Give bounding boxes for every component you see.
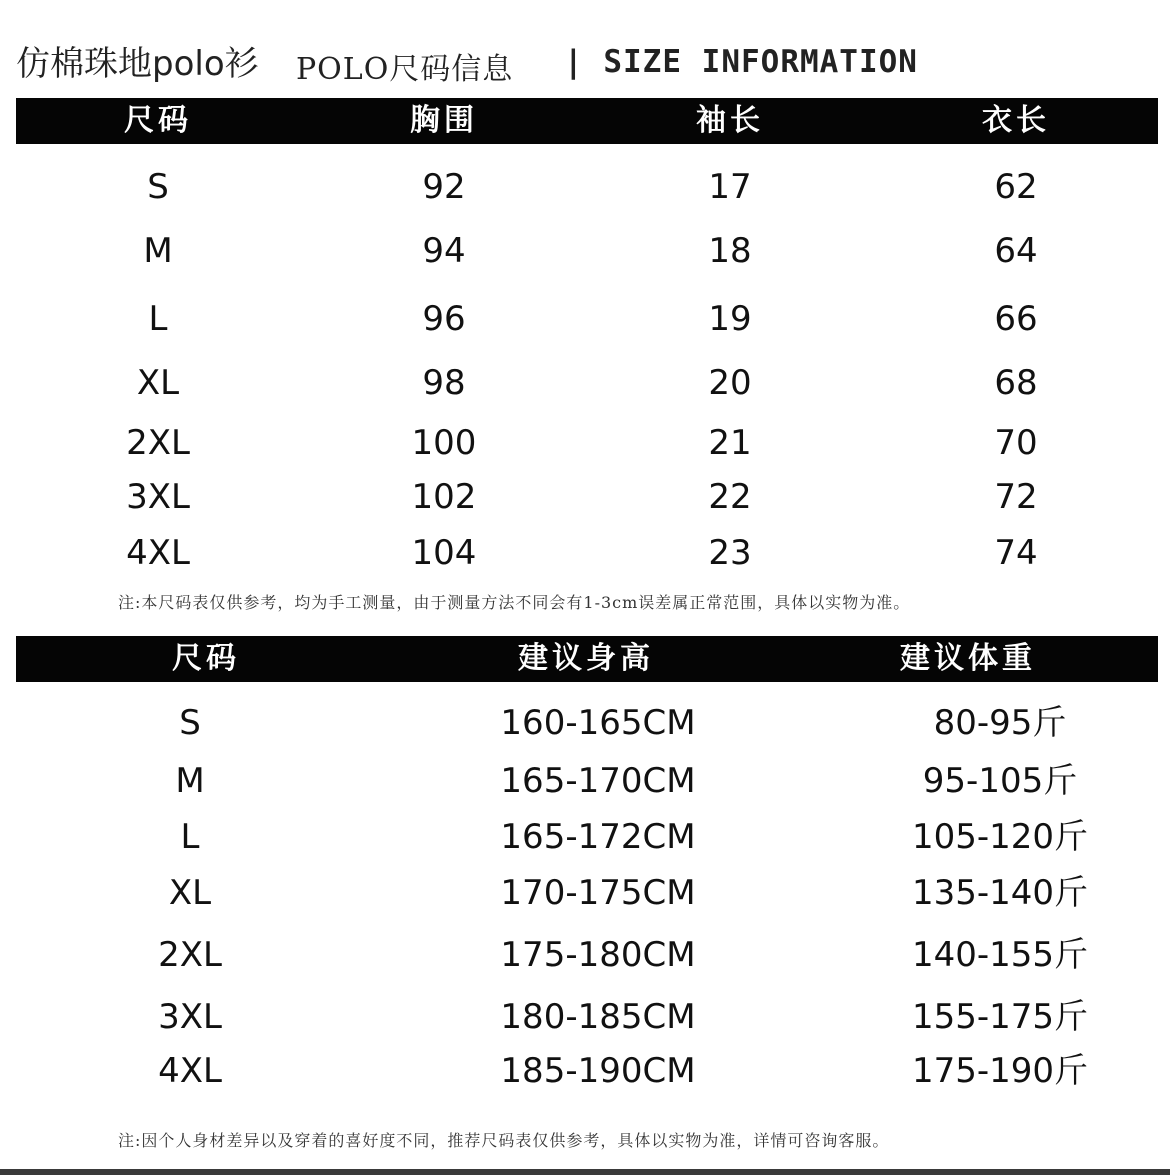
cell-length: 62	[994, 167, 1038, 207]
table-row	[16, 992, 1158, 1042]
cell-size: M	[143, 231, 173, 271]
cell-sleeve: 20	[708, 363, 752, 403]
table-row	[16, 756, 1158, 806]
table-row	[16, 294, 1158, 344]
product-name: 仿棉珠地polo衫	[16, 44, 259, 84]
cell-height: 180-185CM	[500, 997, 696, 1037]
cell-weight: 135-140斤	[911, 873, 1089, 913]
size-info-label-en	[564, 44, 918, 80]
cell-size: 4XL	[158, 1051, 222, 1091]
table-row	[16, 868, 1158, 918]
bottom-divider	[0, 1169, 1170, 1175]
cell-chest: 102	[411, 477, 477, 517]
cell-length: 66	[994, 299, 1038, 339]
table-row	[16, 418, 1158, 468]
cell-size: L	[180, 817, 200, 857]
table2-col-weight: 建议体重	[900, 641, 1036, 676]
cell-weight: 140-155斤	[911, 935, 1089, 975]
table-row	[16, 528, 1158, 578]
cell-sleeve: 19	[708, 299, 752, 339]
size-info-label-en-text: SIZE INFORMATION	[603, 44, 918, 80]
cell-chest: 92	[422, 167, 466, 207]
table1-col-size: 尺码	[124, 103, 192, 138]
cell-sleeve: 18	[708, 231, 752, 271]
cell-chest: 94	[422, 231, 466, 271]
cell-height: 175-180CM	[500, 935, 696, 975]
table2-header	[16, 636, 1158, 682]
cell-weight: 155-175斤	[911, 997, 1089, 1037]
cell-height: 170-175CM	[500, 873, 696, 913]
cell-height: 185-190CM	[500, 1051, 696, 1091]
cell-sleeve: 21	[708, 423, 752, 463]
cell-chest: 96	[422, 299, 466, 339]
table2-col-height: 建议身高	[518, 641, 654, 676]
cell-sleeve: 23	[708, 533, 752, 573]
cell-size: S	[179, 703, 201, 743]
cell-size: XL	[136, 363, 180, 403]
cell-size: 3XL	[126, 477, 190, 517]
cell-chest: 104	[411, 533, 477, 573]
cell-chest: 98	[422, 363, 466, 403]
cell-length: 70	[994, 423, 1038, 463]
cell-length: 64	[994, 231, 1038, 271]
cell-weight: 175-190斤	[911, 1051, 1089, 1091]
cell-length: 68	[994, 363, 1038, 403]
table1-col-chest: 胸围	[410, 103, 478, 138]
cell-weight: 80-95斤	[933, 703, 1067, 743]
table-row	[16, 472, 1158, 522]
table-row	[16, 1046, 1158, 1096]
cell-sleeve: 22	[708, 477, 752, 517]
cell-height: 165-170CM	[500, 761, 696, 801]
cell-size: XL	[168, 873, 212, 913]
cell-size: L	[148, 299, 168, 339]
cell-sleeve: 17	[708, 167, 752, 207]
table-row	[16, 358, 1158, 408]
cell-length: 72	[994, 477, 1038, 517]
table1-col-length: 衣长	[982, 103, 1050, 138]
cell-size: S	[147, 167, 169, 207]
title-row	[16, 30, 1156, 90]
cell-chest: 100	[411, 423, 477, 463]
cell-size: 3XL	[158, 997, 222, 1037]
table-row	[16, 162, 1158, 212]
cell-weight: 95-105斤	[922, 761, 1078, 801]
cell-size: 2XL	[158, 935, 222, 975]
cell-size: 4XL	[126, 533, 190, 573]
title-separator: |	[564, 44, 584, 80]
cell-height: 165-172CM	[500, 817, 696, 857]
table-row	[16, 930, 1158, 980]
cell-size: 2XL	[126, 423, 190, 463]
table1-header	[16, 98, 1158, 144]
cell-weight: 105-120斤	[911, 817, 1089, 857]
table1-col-sleeve: 袖长	[696, 103, 764, 138]
cell-size: M	[175, 761, 205, 801]
cell-height: 160-165CM	[500, 703, 696, 743]
table1-note: 注:本尺码表仅供参考，均为手工测量，由于测量方法不同会有1-3cm误差属正常范围，具体以实物为准。	[118, 593, 911, 612]
cell-length: 74	[994, 533, 1038, 573]
size-info-label-cn: POLO尺码信息	[296, 52, 514, 87]
table2-note: 注:因个人身材差异以及穿着的喜好度不同，推荐尺码表仅供参考，具体以实物为准，详情可咨询客服。	[118, 1131, 890, 1150]
table-row	[16, 812, 1158, 862]
table-row	[16, 226, 1158, 276]
table2-col-size: 尺码	[172, 641, 240, 676]
table-row	[16, 698, 1158, 748]
